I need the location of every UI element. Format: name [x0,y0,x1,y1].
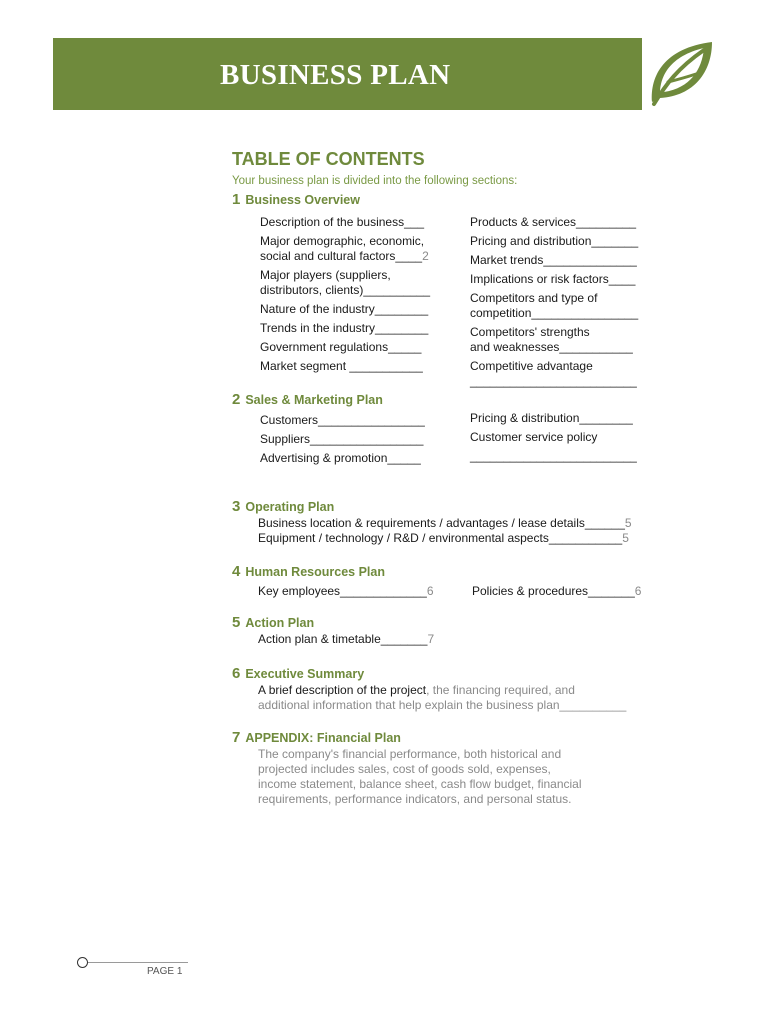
description-line: income statement, balance sheet, cash flow budget, financial [258,777,582,791]
section-title: Sales & Marketing Plan [245,393,383,407]
list-item: _________________________ [470,449,637,463]
section-operating-plan [232,498,652,563]
description-text: , the financing required, and [426,683,575,697]
list-item: Major demographic, economic, [260,234,425,248]
page-number: 6 [426,584,434,598]
list-item-text: Action plan & timetable_______ [258,632,428,646]
footer-page-label: PAGE 1 [147,966,183,977]
list-item: distributors, clients)__________ [260,283,431,297]
section-business-overview [232,191,652,391]
section-sales-marketing [232,391,652,498]
footer-bullet [77,957,88,968]
list-item: Competitors and type of [470,291,598,305]
list-item: Suppliers_________________ [260,432,424,446]
list-item: Implications or risk factors____ [470,272,636,286]
section-title: Action Plan [245,616,315,630]
document-title: BUSINESS PLAN [220,59,451,91]
list-item-text: Policies & procedures_______ [472,584,635,598]
list-item-text: social and cultural factors____ [260,249,423,263]
right-column [472,584,641,603]
list-item [472,584,641,599]
section-number: 2 [232,391,241,408]
list-item: Description of the business___ [260,215,425,229]
list-item: Trends in the industry________ [260,321,429,335]
list-item: _________________________ [470,374,637,388]
page-number: 2 [422,249,429,263]
section-number: 5 [232,614,241,631]
section-number: 4 [232,563,241,580]
page-number: 6 [634,584,642,598]
section-executive-summary [232,665,652,729]
list-item [258,516,652,531]
page-number: 5 [622,531,629,545]
section-appendix-financial [232,729,652,807]
list-item: Nature of the industry________ [260,302,429,316]
section-human-resources [232,563,652,614]
description-line: The company's financial performance, both historical and [258,747,562,761]
left-column [260,215,430,378]
list-item: Major players (suppliers, [260,268,391,282]
section-number: 7 [232,729,241,746]
list-item-text: Equipment / technology / R&D / environmental aspects___________ [258,531,623,545]
page-number: 5 [624,516,632,530]
leaf-icon [646,36,718,108]
list-item: Market segment ___________ [260,359,423,373]
list-item: and weaknesses___________ [470,340,633,354]
list-item: competition________________ [470,306,639,320]
list-item: Products & services_________ [470,215,637,229]
section-number: 1 [232,191,241,208]
section-action-plan [232,614,652,665]
right-column [470,411,637,468]
section-title: Business Overview [245,193,360,207]
toc-content [232,148,652,807]
page-number: 7 [427,632,435,646]
section-number: 3 [232,498,241,515]
list-item: Pricing and distribution_______ [470,234,639,248]
description-text: brief description of the project [268,683,427,697]
right-column [470,215,638,393]
list-item: Advertising & promotion_____ [260,451,421,465]
list-item [258,632,652,647]
section-title: Operating Plan [245,500,335,514]
section-title: Human Resources Plan [245,565,385,579]
list-item: Pricing & distribution________ [470,411,633,425]
list-item: Government regulations_____ [260,340,422,354]
description-text: A [258,683,269,697]
section-title: APPENDIX: Financial Plan [245,731,401,745]
list-item: Customers________________ [260,413,425,427]
section-number: 6 [232,665,241,682]
list-item-text: Key employees_____________ [258,584,427,598]
list-item: Competitors' strengths [470,325,590,339]
section-description [258,683,652,713]
description-line: projected includes sales, cost of goods sold, expenses, [258,762,551,776]
left-column [258,584,434,603]
left-column [260,413,425,470]
list-item [258,531,652,546]
footer-rule [86,962,188,963]
header-band [53,38,642,110]
toc-intro: Your business plan is divided into the following sections: [232,175,518,187]
list-item [260,249,430,264]
list-item: Competitive advantage [470,359,593,373]
section-description [258,747,652,807]
list-item-text: Business location & requirements / advantages / lease details______ [258,516,625,530]
section-title: Executive Summary [245,667,365,681]
description-text: additional information that help explain the business plan__________ [258,698,627,712]
toc-heading: TABLE OF CONTENTS [232,149,425,169]
list-item [258,584,434,599]
list-item: Market trends______________ [470,253,637,267]
list-item: Customer service policy [470,430,598,444]
description-line: requirements, performance indicators, and personal status. [258,792,572,806]
